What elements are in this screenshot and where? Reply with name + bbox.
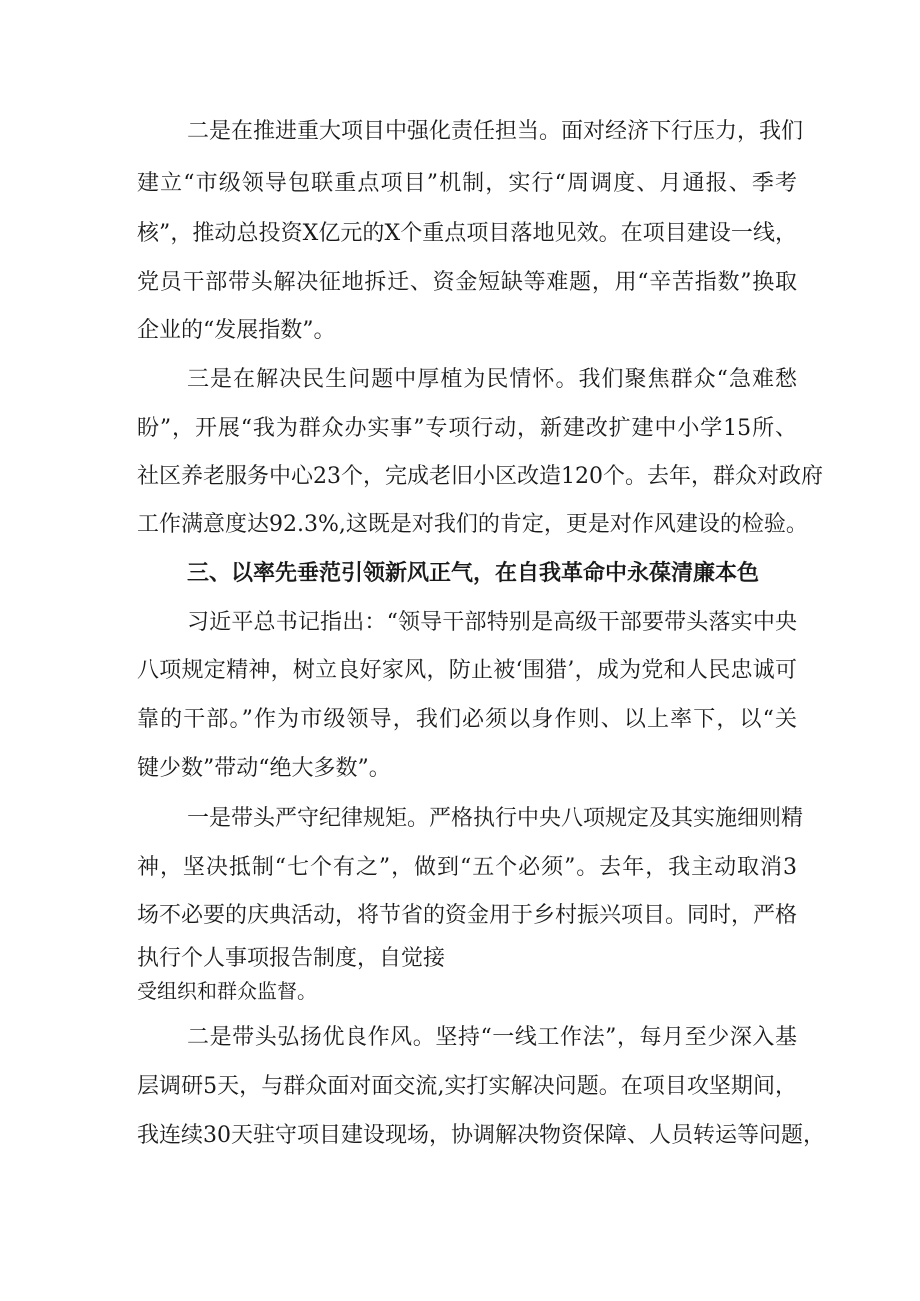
paragraph-line: 层调研5天，与群众面对面交流,实打实解决问题。在项目攻坚期间， xyxy=(137,1074,797,1099)
paragraph-line: 神，坚决抵制“七个有之”，做到“五个必须”。去年，我主动取消3 xyxy=(137,855,797,880)
paragraph-line: 执行个人事项报告制度，自觉接 xyxy=(137,946,446,971)
paragraph-line: 场不必要的庆典活动，将节省的资金用于乡村振兴项目。同时，严格 xyxy=(137,903,798,928)
paragraph-line: 键少数”带动“绝大多数”。 xyxy=(137,756,391,781)
paragraph-line: 核”，推动总投资X亿元的X个重点项目落地见效。在项目建设一线， xyxy=(137,221,797,246)
paragraph-line: 八项规定精神，树立良好家风，防止被‘围猎’，成为党和人民忠诚可 xyxy=(137,658,797,683)
paragraph-line: 习近平总书记指出：“领导干部特别是高级干部要带头落实中央 xyxy=(187,610,797,635)
paragraph-line: 三是在解决民生问题中厚植为民情怀。我们聚焦群众“急难愁 xyxy=(187,367,797,392)
paragraph-line: 二是在推进重大项目中强化责任担当。面对经济下行压力，我们 xyxy=(187,119,804,144)
paragraph-line: 工作满意度达92.3%,这既是对我们的肯定，更是对作风建设的检验。 xyxy=(137,512,808,537)
paragraph-line: 二是带头弘扬优良作风。坚持“一线工作法”，每月至少深入基 xyxy=(187,1025,797,1050)
paragraph-line: 建立“市级领导包联重点项目”机制，实行“周调度、月通报、季考 xyxy=(137,171,797,196)
section-heading: 三、以率先垂范引领新风正气，在自我革命中永葆清廉本色 xyxy=(187,560,760,586)
paragraph-line: 我连续30天驻守项目建设现场，协调解决物资保障、人员转运等问题， xyxy=(137,1123,825,1148)
paragraph-line: 党员干部带头解决征地拆迁、资金短缺等难题，用“辛苦指数”换取 xyxy=(137,270,797,295)
paragraph-line: 靠的干部。”作为市级领导，我们必须以身作则、以上率下，以“关 xyxy=(137,707,797,732)
paragraph-line: 受组织和群众监督。 xyxy=(137,979,317,1003)
paragraph-line: 企业的“发展指数”。 xyxy=(137,318,336,343)
paragraph-line: 盼”，开展“我为群众办实事”专项行动，新建改扩建中小学15所、 xyxy=(137,416,797,441)
paragraph-line: 一是带头严守纪律规矩。严格执行中央八项规定及其实施细则精 xyxy=(187,806,804,831)
paragraph-line: 社区养老服务中心23个，完成老旧小区改造120个。去年，群众对政府 xyxy=(137,464,823,489)
